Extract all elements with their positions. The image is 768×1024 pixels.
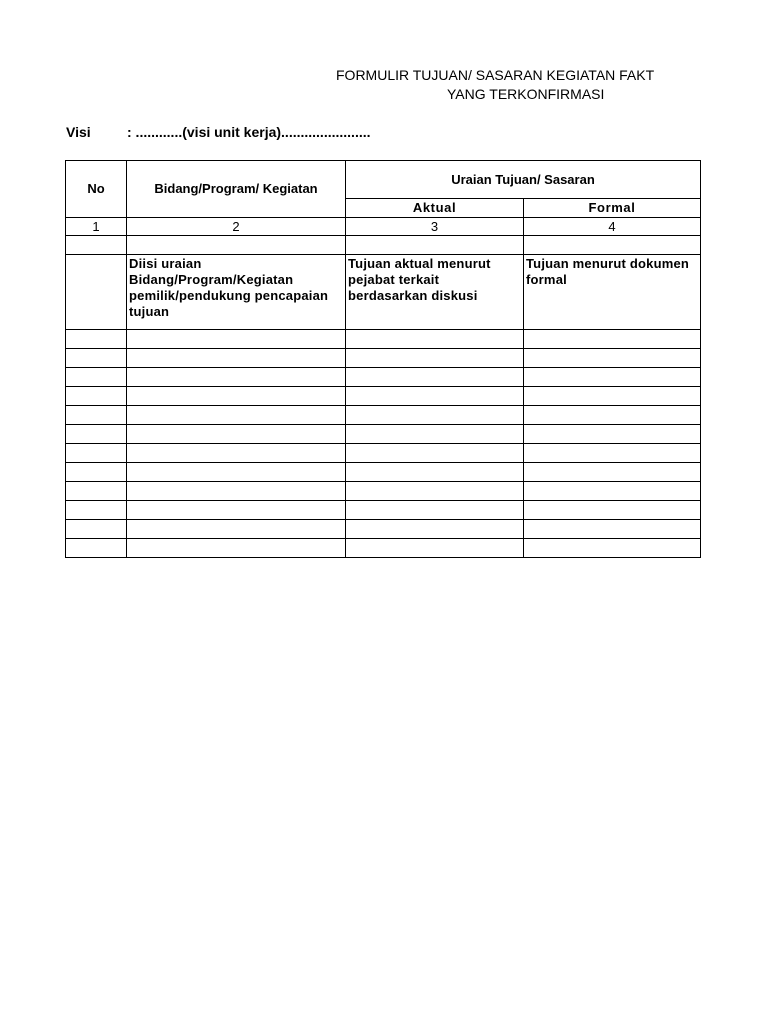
table-cell[interactable]	[346, 539, 524, 558]
table-cell[interactable]	[524, 444, 701, 463]
table-cell[interactable]	[66, 406, 127, 425]
table-cell[interactable]	[346, 236, 524, 255]
table-cell[interactable]	[66, 463, 127, 482]
table-cell[interactable]	[66, 368, 127, 387]
table-row	[66, 236, 701, 255]
table-cell[interactable]	[66, 387, 127, 406]
table-cell[interactable]	[346, 520, 524, 539]
table-cell[interactable]	[127, 349, 346, 368]
header-aktual: Aktual	[346, 199, 524, 218]
table-cell[interactable]	[524, 520, 701, 539]
description-bidang[interactable]: Diisi uraian Bidang/Program/Kegiatan pemilik/pendukung pencapaian tujuan	[127, 255, 346, 330]
description-formal[interactable]: Tujuan menurut dokumen formal	[524, 255, 701, 330]
column-number-row	[66, 218, 701, 236]
table-cell[interactable]	[524, 330, 701, 349]
table-cell[interactable]	[346, 406, 524, 425]
table-cell[interactable]	[127, 406, 346, 425]
table-cell[interactable]	[346, 501, 524, 520]
table-cell[interactable]	[66, 330, 127, 349]
table-cell[interactable]	[524, 368, 701, 387]
table-cell[interactable]	[346, 425, 524, 444]
table-cell[interactable]	[346, 387, 524, 406]
table-cell[interactable]	[346, 482, 524, 501]
column-number-3: 3	[346, 218, 524, 236]
description-no[interactable]	[66, 255, 127, 330]
table-cell[interactable]	[524, 501, 701, 520]
table-cell[interactable]	[66, 482, 127, 501]
table-cell[interactable]	[127, 520, 346, 539]
header-uraian: Uraian Tujuan/ Sasaran	[346, 161, 701, 199]
table-row	[66, 406, 701, 425]
table-cell[interactable]	[127, 539, 346, 558]
table-cell[interactable]	[524, 349, 701, 368]
table-row	[66, 444, 701, 463]
column-number-2: 2	[127, 218, 346, 236]
table-cell[interactable]	[127, 463, 346, 482]
table-cell[interactable]	[524, 463, 701, 482]
header-bidang: Bidang/Program/ Kegiatan	[127, 161, 346, 218]
table-cell[interactable]	[524, 387, 701, 406]
table-row	[66, 387, 701, 406]
table-cell[interactable]	[66, 520, 127, 539]
column-number-1: 1	[66, 218, 127, 236]
table-cell[interactable]	[346, 330, 524, 349]
table-cell[interactable]	[346, 349, 524, 368]
table-row	[66, 330, 701, 349]
table-row	[66, 482, 701, 501]
table-cell[interactable]	[346, 368, 524, 387]
table-cell[interactable]	[127, 482, 346, 501]
visi-value: : ............(visi unit kerja).......................	[127, 124, 371, 140]
table-cell[interactable]	[524, 482, 701, 501]
table-cell[interactable]	[127, 387, 346, 406]
table-cell[interactable]	[66, 425, 127, 444]
form-title-line1: FORMULIR TUJUAN/ SASARAN KEGIATAN FAKT	[336, 67, 655, 83]
table-cell[interactable]	[66, 236, 127, 255]
header-row-1	[66, 161, 701, 199]
header-formal: Formal	[524, 199, 701, 218]
form-title-line2: YANG TERKONFIRMASI	[447, 86, 605, 102]
description-aktual[interactable]: Tujuan aktual menurut pejabat terkait berdasarkan diskusi	[346, 255, 524, 330]
table-cell[interactable]	[127, 425, 346, 444]
table-cell[interactable]	[346, 463, 524, 482]
table-cell[interactable]	[524, 236, 701, 255]
table-row	[66, 425, 701, 444]
table-row	[66, 349, 701, 368]
column-number-4: 4	[524, 218, 701, 236]
table-cell[interactable]	[66, 501, 127, 520]
description-row	[66, 255, 701, 330]
visi-label: Visi	[66, 124, 91, 140]
table-row	[66, 368, 701, 387]
table-cell[interactable]	[66, 349, 127, 368]
table-cell[interactable]	[127, 444, 346, 463]
table-cell[interactable]	[524, 406, 701, 425]
header-no: No	[66, 161, 127, 218]
table-cell[interactable]	[524, 425, 701, 444]
table-cell[interactable]	[127, 368, 346, 387]
table-cell[interactable]	[127, 330, 346, 349]
table-cell[interactable]	[66, 539, 127, 558]
table-cell[interactable]	[524, 539, 701, 558]
objectives-table	[65, 160, 701, 558]
table-cell[interactable]	[66, 444, 127, 463]
table-row	[66, 539, 701, 558]
table-cell[interactable]	[127, 236, 346, 255]
table-cell[interactable]	[346, 444, 524, 463]
table-row	[66, 463, 701, 482]
table-row	[66, 501, 701, 520]
table-row	[66, 520, 701, 539]
table-cell[interactable]	[127, 501, 346, 520]
